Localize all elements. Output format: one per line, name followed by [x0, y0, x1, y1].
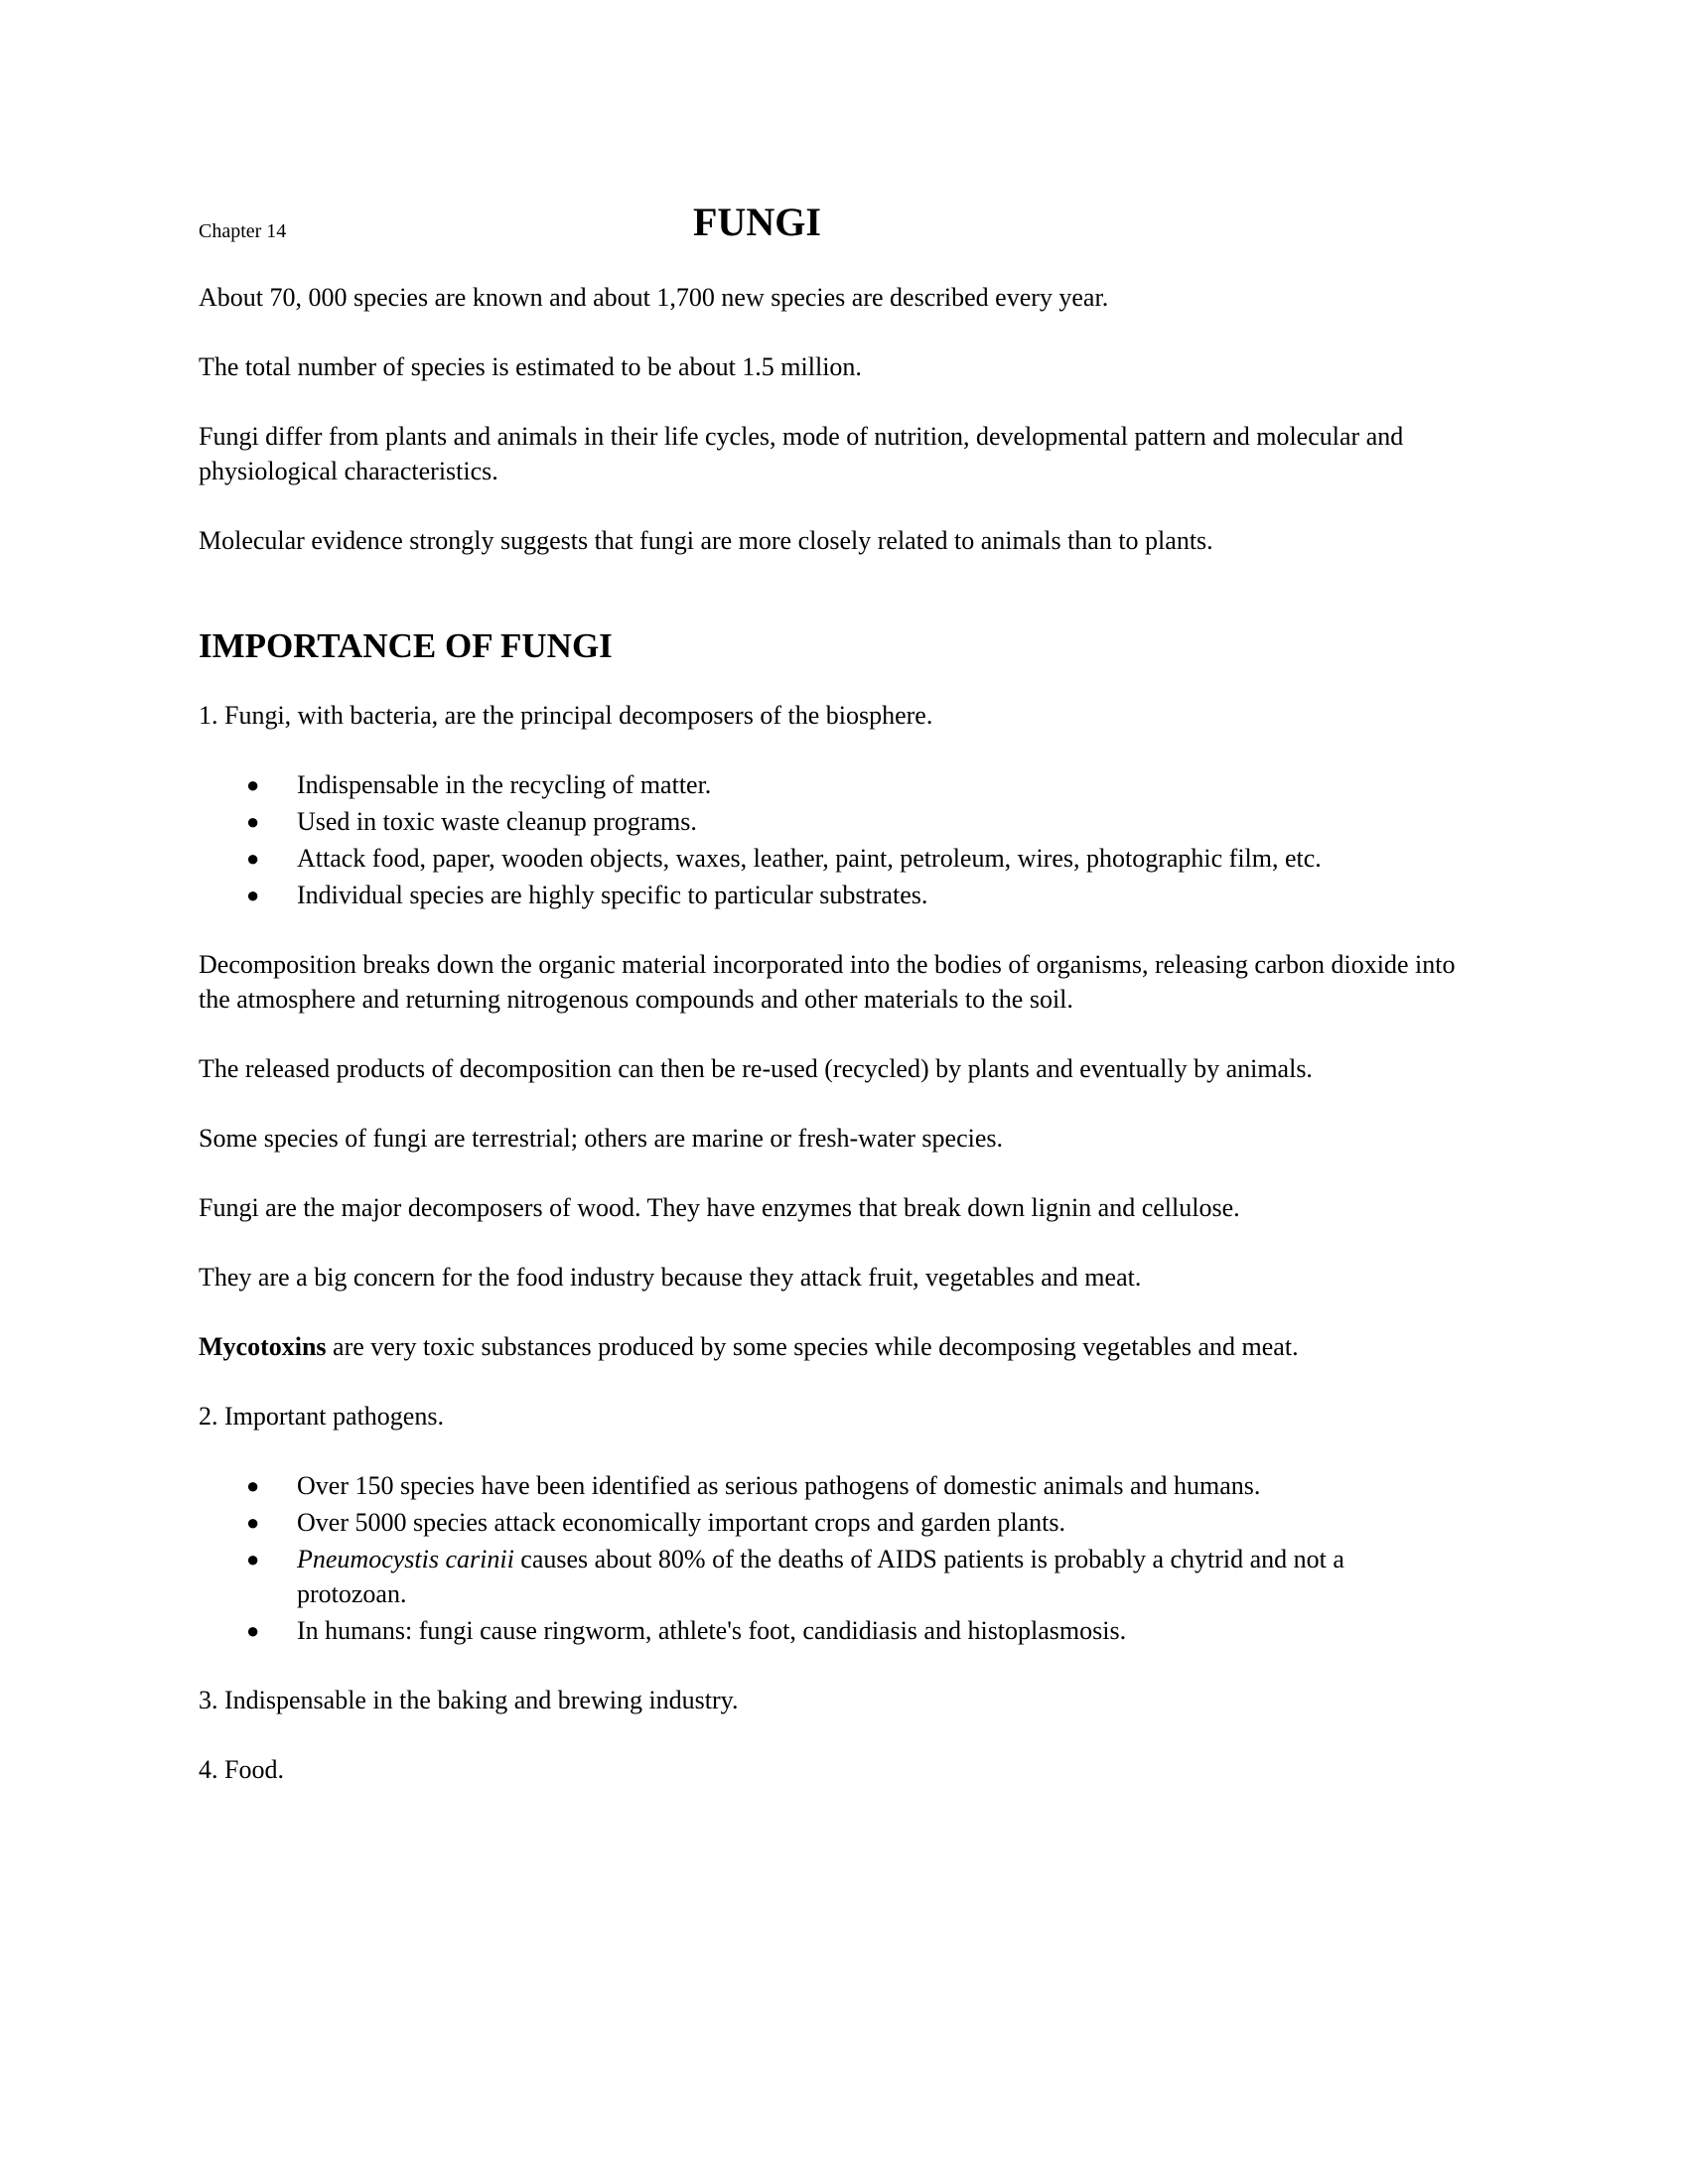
bullet-icon: ●	[246, 1473, 260, 1498]
list-item: ● Over 5000 species attack economically important crops and garden plants.	[199, 1505, 1460, 1540]
mycotoxins-paragraph: Mycotoxins are very toxic substances produced by some species while decomposing vegetables and meat.	[199, 1332, 1299, 1361]
list-item: ● Attack food, paper, wooden objects, waxes, leather, paint, petroleum, wires, photographic film, etc.	[199, 841, 1460, 876]
pathogen-list	[199, 1468, 1489, 1648]
intro-paragraph: Molecular evidence strongly suggests that fungi are more closely related to animals than to plants.	[199, 526, 1213, 555]
bullet-icon: ●	[246, 846, 260, 871]
intro-paragraph: About 70, 000 species are known and about 1,700 new species are described every year.	[199, 283, 1109, 312]
body-paragraph: The released products of decomposition can then be re-used (recycled) by plants and eventually by animals.	[199, 1054, 1313, 1083]
mycotoxins-term: Mycotoxins	[199, 1332, 327, 1361]
list-item: ● Over 150 species have been identified as serious pathogens of domestic animals and humans.	[199, 1468, 1460, 1503]
bullet-icon: ●	[246, 772, 260, 797]
body-paragraph: Decomposition breaks down the organic material incorporated into the bodies of organisms, releasing carbon dioxide into the atmosphere and returning nitrogenous compounds and other materials to the soil.	[199, 950, 1456, 1014]
numbered-point-4: 4. Food.	[199, 1755, 284, 1784]
document-page	[199, 199, 1489, 1787]
list-item: ● Pneumocystis carinii causes about 80% of the deaths of AIDS patients is probably a chytrid and not a protozoan.	[199, 1542, 1460, 1611]
numbered-point-1: 1. Fungi, with bacteria, are the principal decomposers of the biosphere.	[199, 701, 933, 730]
species-name: Pneumocystis carinii	[297, 1545, 514, 1573]
decomposer-list	[199, 767, 1489, 912]
section-heading: IMPORTANCE OF FUNGI	[199, 626, 613, 665]
body-paragraph: Some species of fungi are terrestrial; others are marine or fresh-water species.	[199, 1124, 1003, 1153]
numbered-point-2: 2. Important pathogens.	[199, 1402, 444, 1431]
bullet-icon: ●	[246, 1510, 260, 1535]
page-title: FUNGI	[693, 200, 821, 244]
bullet-icon: ●	[246, 1618, 260, 1643]
bullet-icon: ●	[246, 883, 260, 907]
bullet-icon: ●	[246, 1547, 260, 1571]
intro-paragraph: Fungi differ from plants and animals in their life cycles, mode of nutrition, developmental pattern and molecular and physiological characteristics.	[199, 422, 1404, 485]
list-item: ● Individual species are highly specific to particular substrates.	[199, 878, 1460, 912]
chapter-header	[199, 199, 1489, 258]
body-paragraph: They are a big concern for the food industry because they attack fruit, vegetables and meat.	[199, 1263, 1142, 1292]
body-paragraph: Fungi are the major decomposers of wood. They have enzymes that break down lignin and cellulose.	[199, 1193, 1240, 1222]
chapter-label: Chapter 14	[199, 220, 287, 242]
list-item: ● Used in toxic waste cleanup programs.	[199, 804, 1460, 839]
list-item: ● In humans: fungi cause ringworm, athlete's foot, candidiasis and histoplasmosis.	[199, 1613, 1460, 1648]
numbered-point-3: 3. Indispensable in the baking and brewing industry.	[199, 1686, 739, 1714]
bullet-icon: ●	[246, 809, 260, 834]
intro-paragraph: The total number of species is estimated to be about 1.5 million.	[199, 352, 862, 381]
list-item: ● Indispensable in the recycling of matter.	[199, 767, 1460, 802]
